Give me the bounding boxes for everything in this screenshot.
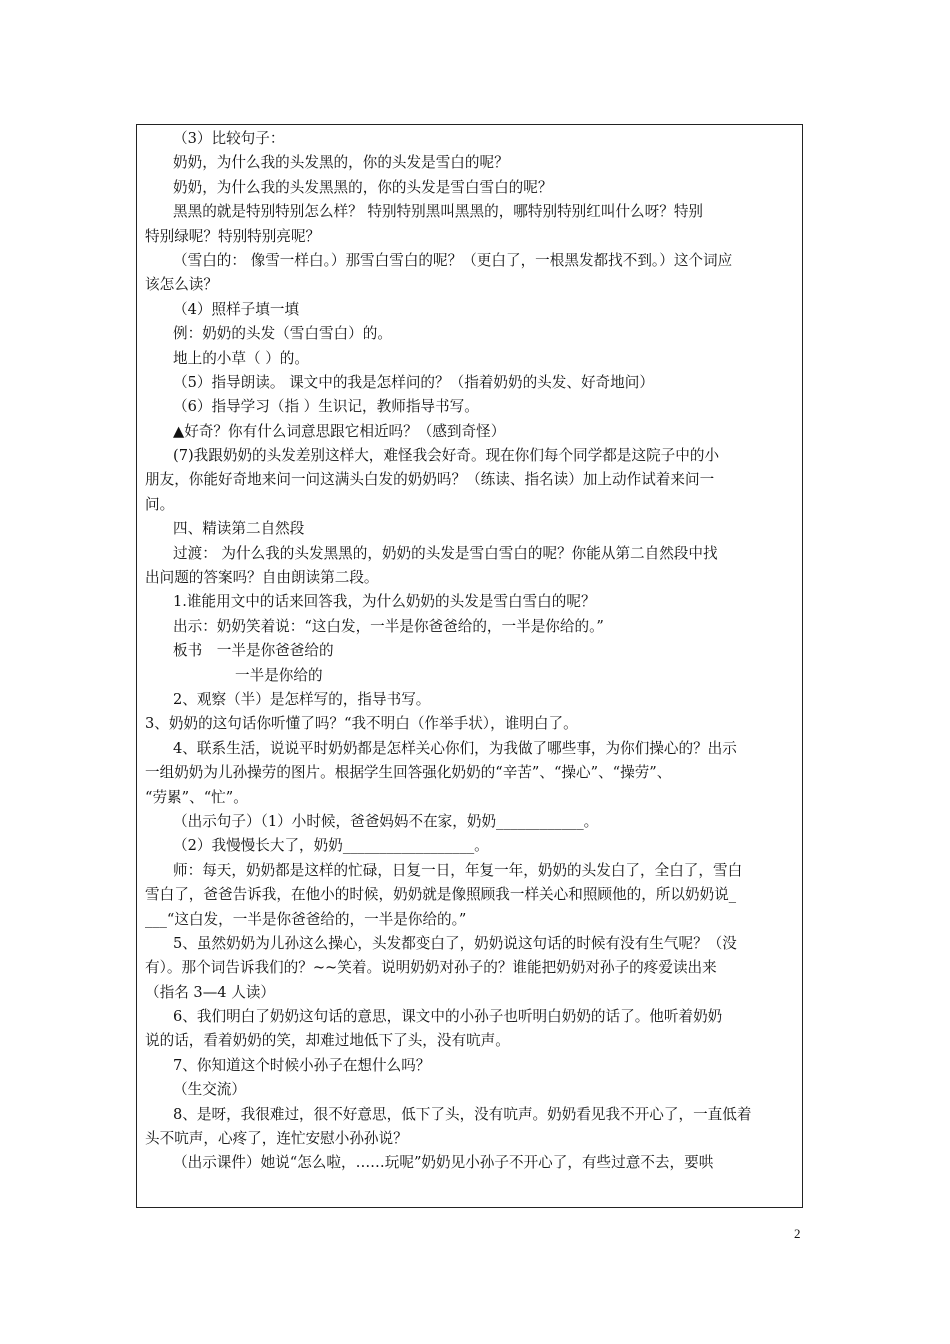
text-line: （6）指导学习（指 ）生识记，教师指导书写。 bbox=[173, 398, 479, 416]
text-line: 师：每天，奶奶都是这样的忙碌，日复一日，年复一年，奶奶的头发白了，全白了，雪白 bbox=[173, 861, 743, 879]
text-line: 3、奶奶的这句话你听懂了吗？“我不明白（作举手状），谁明白了。 bbox=[145, 715, 578, 733]
text-line: ___“这白发，一半是你爸爸给的，一半是你给的。” bbox=[145, 910, 467, 928]
text-line: （2）我慢慢长大了，奶奶__________________。 bbox=[173, 837, 489, 855]
text-line: 地上的小草（ ）的。 bbox=[173, 349, 309, 367]
text-line: 1.谁能用文中的话来回答我，为什么奶奶的头发是雪白雪白的呢？ bbox=[173, 593, 596, 611]
text-line: （出示句子）（1）小时候，爸爸妈妈不在家，奶奶____________。 bbox=[173, 812, 599, 830]
text-line: （雪白的： 像雪一样白。）那雪白雪白的呢？（更白了，一根黑发都找不到。）这个词应 bbox=[173, 251, 733, 269]
lesson-text-body bbox=[145, 127, 797, 1176]
text-line: 头不吭声，心疼了，连忙安慰小孙孙说？ bbox=[145, 1130, 408, 1148]
text-line: 说的话，看着奶奶的笑，却难过地低下了头，没有吭声。 bbox=[145, 1032, 510, 1050]
text-line: (7)我跟奶奶的头发差别这样大，难怪我会好奇。现在你们每个同学都是这院子中的小 bbox=[173, 447, 720, 465]
text-line: ▲好奇？你有什么词意思跟它相近吗？（感到奇怪） bbox=[173, 422, 506, 440]
text-line: 板书 一半是你爸爸给的 bbox=[173, 642, 334, 660]
text-line: （3）比较句子： bbox=[173, 130, 285, 147]
text-line: 特别绿呢？特别特别亮呢？ bbox=[145, 227, 321, 245]
text-line: 问。 bbox=[145, 495, 175, 513]
text-line: 4、联系生活，说说平时奶奶都是怎样关心你们，为我做了哪些事，为你们操心的？出示 bbox=[173, 739, 737, 757]
text-line: （指名 3—4 人读） bbox=[145, 983, 276, 1001]
text-line: （5）指导朗读。 课文中的我是怎样问的？（指着奶奶的头发、好奇地问） bbox=[173, 373, 654, 391]
text-line: 6、我们明白了奶奶这句话的意思，课文中的小孙子也听明白奶奶的话了。他听着奶奶 bbox=[173, 1008, 723, 1026]
text-line: 一组奶奶为儿孙操劳的图片。根据学生回答强化奶奶的“辛苦”、“操心”、“操劳”、 bbox=[145, 764, 672, 782]
text-line: 8、是呀，我很难过，很不好意思，低下了头，没有吭声。奶奶看见我不开心了，一直低着 bbox=[173, 1105, 752, 1123]
text-line: 该怎么读？ bbox=[145, 276, 218, 294]
text-line: 7、你知道这个时候小孙子在想什么吗？ bbox=[173, 1056, 431, 1074]
text-line: 黑黑的就是特别特别怎么样？ 特别特别黑叫黑黑的，哪特别特别红叫什么呀？特别 bbox=[173, 203, 704, 221]
lesson-plan-table-cell bbox=[136, 124, 803, 1208]
text-line: 四、精读第二自然段 bbox=[173, 520, 305, 538]
text-line: 一半是你给的 bbox=[235, 666, 323, 684]
text-line: 出示：奶奶笑着说：“这白发，一半是你爸爸给的，一半是你给的。” bbox=[173, 617, 604, 635]
text-line: 5、虽然奶奶为儿孙这么操心，头发都变白了，奶奶说这句话的时候有没有生气呢？（没 bbox=[173, 934, 737, 952]
text-line: （生交流） bbox=[173, 1081, 246, 1099]
page-number: 2 bbox=[794, 1226, 801, 1241]
text-line: 雪白了，爸爸告诉我，在他小的时候，奶奶就是像照顾我一样关心和照顾他的，所以奶奶说_ bbox=[145, 886, 737, 904]
text-line: “劳累”、“忙”。 bbox=[145, 788, 248, 806]
text-line: 朋友，你能好奇地来问一问这满头白发的奶奶吗？（练读、指名读）加上动作试着来问一 bbox=[145, 471, 715, 489]
text-line: 有）。那个词告诉我们的？~~笑着。说明奶奶对孙子的？谁能把奶奶对孙子的疼爱读出来 bbox=[145, 959, 717, 977]
text-line: 出问题的答案吗？自由朗读第二段。 bbox=[145, 569, 379, 587]
text-line: 例：奶奶的头发（雪白雪白）的。 bbox=[173, 325, 392, 343]
text-line: （出示课件）她说“怎么啦，……玩呢”奶奶见小孙子不开心了，有些过意不去，要哄 bbox=[173, 1154, 714, 1172]
text-line: 过渡： 为什么我的头发黑黑的，奶奶的头发是雪白雪白的呢？你能从第二自然段中找 bbox=[173, 544, 718, 562]
text-line: 奶奶，为什么我的头发黑黑的，你的头发是雪白雪白的呢？ bbox=[173, 178, 553, 196]
text-line: 2、观察（半）是怎样写的，指导书写。 bbox=[173, 690, 431, 708]
text-line: 奶奶，为什么我的头发黑的，你的头发是雪白的呢？ bbox=[173, 154, 509, 172]
text-line: （4）照样子填一填 bbox=[173, 300, 300, 318]
